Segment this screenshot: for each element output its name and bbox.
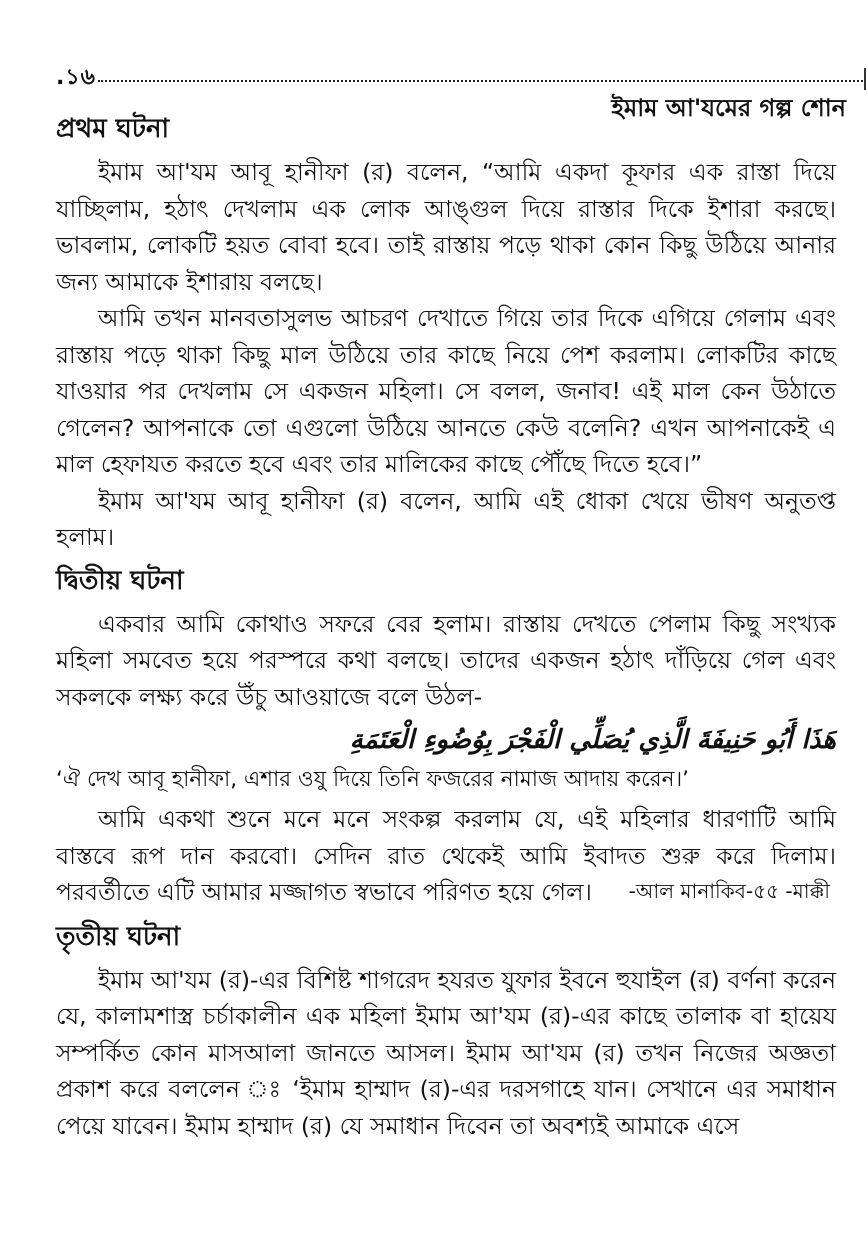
quote-translation: ‘ঐ দেখ আবূ হানীফা, এশার ওযু দিয়ে তিনি ফজরের নামাজ আদায় করেন।’ <box>56 767 689 792</box>
header-bar-mark <box>864 68 866 90</box>
section-heading: প্রথম ঘটনা <box>56 114 170 144</box>
page-header <box>56 60 846 122</box>
section-second-incident <box>56 560 836 910</box>
paragraph: ইমাম আ'যম (র)-এর বিশিষ্ট শাগরেদ হযরত যুফার ইবনে হুযাইল (র) বর্ণনা করেন যে, কালামশাস্ত্র চর্চাকালীন এক মহিলা ইমাম আ'যম (র)-এর কাছে তালাক বা হায়েয সম্পর্কিত কোন মাসআলা জানতে আসল। ইমাম আ'যম (র) তখন নিজের অজ্ঞতা প্রকাশ করে বললেন ঃ ‘ইমাম হাম্মাদ (র)-এর দরসগাহে যান। সেখানে এর সমাধান পেয়ে যাবেন। ইমাম হাম্মাদ (র) যে সমাধান দিবেন তা অবশ্যই আমাকে এসে <box>56 965 836 1140</box>
section-first-incident <box>56 108 836 556</box>
section-third-incident <box>56 916 836 1145</box>
paragraph: আমি একথা শুনে মনে মনে সংকল্প করলাম যে, এই মহিলার ধারণাটি আমি বাস্তবে রূপ দান করবো। সেদিন রাত থেকেই আমি ইবাদত শুরু করে দিলাম। পরবর্তীতে এটি আমার মজ্জাগত স্বভাবে পরিণত হয়ে গেল। <box>56 805 836 906</box>
book-page <box>56 60 846 1144</box>
paragraph: ইমাম আ'যম আবূ হানীফা (র) বলেন, আমি এই ধোকা খেয়ে ভীষণ অনুতপ্ত হলাম। <box>56 486 836 551</box>
page-number: .১৬ <box>56 65 96 90</box>
running-title: ইমাম আ'যমের গল্প শোন <box>611 94 846 122</box>
arabic-quote: هَذَا أَبُو حَنِيفَةَ الَّذِي يُصَلِّي الْفَجْرَ بِوُضُوءِ الْعَتَمَةِ <box>349 725 836 755</box>
header-dotted-rule <box>98 80 866 82</box>
section-heading: তৃতীয় ঘটনা <box>56 921 181 952</box>
paragraph: আমি তখন মানবতাসুলভ আচরণ দেখাতে গিয়ে তার দিকে এগিয়ে গেলাম এবং রাস্তায় পড়ে থাকা কিছু মাল উঠিয়ে তার কাছে নিয়ে পেশ করলাম। লোকটির কাছে যাওয়ার পর দেখলাম সে একজন মহিলা। সে বলল, জনাব! এই মাল কেন উঠাতে গেলেন? আপনাকে তো এগুলো উঠিয়ে আনতে কেউ বলেনি? এখন আপনাকেই এ মাল হেফাযত করতে হবে এবং তার মালিকের কাছে পৌঁছে দিতে হবে।” <box>56 304 836 478</box>
paragraph: একবার আমি কোথাও সফরে বের হলাম। রাস্তায় দেখতে পেলাম কিছু সংখ্যক মহিলা সমবেত হয়ে পরস্পরে কথা বলছে। তাদের একজন হঠাৎ দাঁড়িয়ে গেল এবং সকলকে লক্ষ্য করে উঁচু আওয়াজে বলে উঠল- <box>56 609 836 711</box>
source-reference: -আল মানাকিব-৫৫ -মাক্কী <box>628 878 830 903</box>
paragraph: ইমাম আ'যম আবূ হানীফা (র) বলেন, “আমি একদা কূফার এক রাস্তা দিয়ে যাচ্ছিলাম, হঠাৎ দেখলাম এক লোক আঙ্গুল দিয়ে রাস্তার দিকে ইশারা করছে। ভাবলাম, লোকটি হয়ত বোবা হবে। তাই রাস্তায় পড়ে থাকা কোন কিছু উঠিয়ে আনার জন্য আমাকে ইশারায় বলছে। <box>56 158 836 296</box>
section-heading: দ্বিতীয় ঘটনা <box>56 565 184 596</box>
